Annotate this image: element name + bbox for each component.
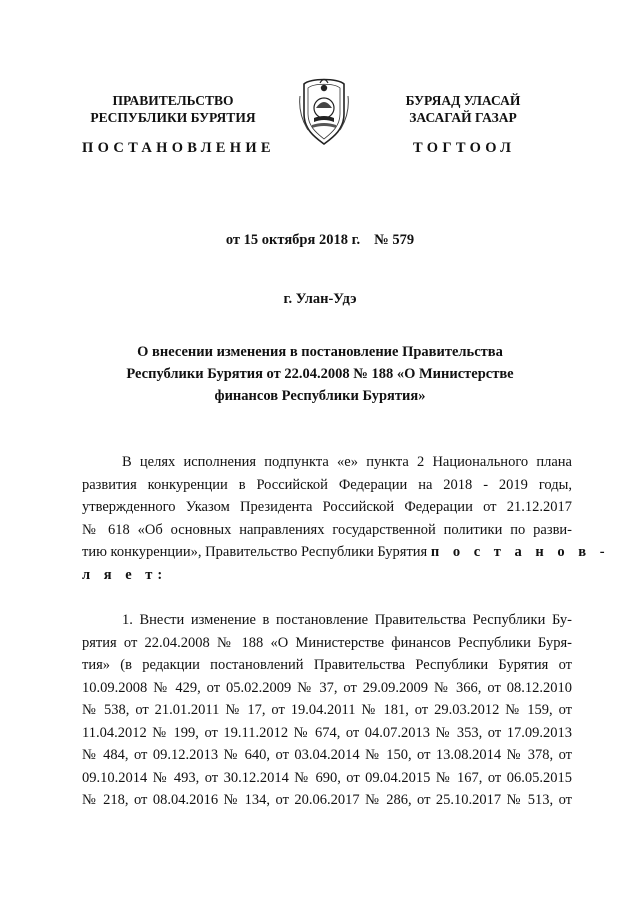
header-right-line-1: БУРЯАД УЛАСАЙ (405, 93, 521, 108)
decree-type-bua: ТОГТООЛ (413, 140, 516, 156)
header-right-line-2: ЗАСАГАЙ ГАЗАР (409, 110, 517, 125)
decree-type-ru: ПОСТАНОВЛЕНИЕ (82, 140, 275, 156)
resolves-spaced: п о с т а н о в - (430, 544, 610, 560)
header-left-line-2: РЕСПУБЛИКИ БУРЯТИЯ (90, 110, 256, 125)
p2-line-6: 11.04.2012 № 199, от 19.11.2012 № 674, от 04.07.2013 № 353, от 17.09.2013 (82, 724, 572, 741)
p2-line-2: рятия от 22.04.2008 № 188 «О Министерстве финансов Республики Буря- (82, 634, 572, 651)
coat-of-arms-icon (296, 74, 352, 146)
decree-title (90, 341, 550, 407)
title-line-3: финансов Республики Бурятия» (214, 388, 426, 404)
title-line-1: О внесении изменения в постановление Правительства (137, 344, 503, 360)
header-right (378, 92, 548, 126)
paragraph-1 (82, 451, 610, 586)
p1-line-6: л я е т: (82, 566, 168, 583)
decree-number: № 579 (374, 232, 415, 248)
decree-date: от 15 октября 2018 г. (225, 232, 361, 248)
p2-line-9: № 218, от 08.04.2016 № 134, от 20.06.2017 № 286, от 25.10.2017 № 513, от (82, 792, 572, 808)
dateline (0, 232, 640, 249)
p2-line-1: 1. Внести изменение в постановление Правительства Республики Бу- (122, 612, 572, 628)
p1-line-1: В целях исполнения подпункта «е» пункта 2 Национального плана (122, 454, 572, 470)
city: г. Улан-Удэ (283, 291, 357, 307)
p1-line-5 (82, 541, 610, 564)
p2-line-7: № 484, от 09.12.2013 № 640, от 03.04.2014 № 150, от 13.08.2014 № 378, от (82, 747, 572, 763)
p1-line-4: № 618 «Об основных направлениях государственной политики по разви- (82, 521, 572, 538)
p2-line-4: 10.09.2008 № 429, от 05.02.2009 № 37, от 29.09.2009 № 366, от 08.12.2010 (82, 679, 572, 696)
header-left-line-1: ПРАВИТЕЛЬСТВО (112, 93, 234, 108)
header-left (78, 92, 268, 126)
p2-line-8: 09.10.2014 № 493, от 30.12.2014 № 690, от 09.04.2015 № 167, от 06.05.2015 (82, 769, 572, 786)
p2-line-3: тия» (в редакции постановлений Правительства Республики Бурятия от (82, 657, 572, 673)
p2-line-5: № 538, от 21.01.2011 № 17, от 19.04.2011 № 181, от 29.03.2012 № 159, от (82, 702, 572, 718)
title-line-2: Республики Бурятия от 22.04.2008 № 188 «О Министерстве (126, 366, 514, 382)
paragraph-2 (82, 609, 572, 812)
p1-line-2: развития конкуренции в Российской Федерации на 2018 - 2019 годы, (82, 476, 572, 493)
p1-line-3: утвержденного Указом Президента Российской Федерации от 21.12.2017 (82, 499, 572, 515)
p1-line-5-text: тию конкуренции», Правительство Республики Бурятия (82, 544, 428, 560)
